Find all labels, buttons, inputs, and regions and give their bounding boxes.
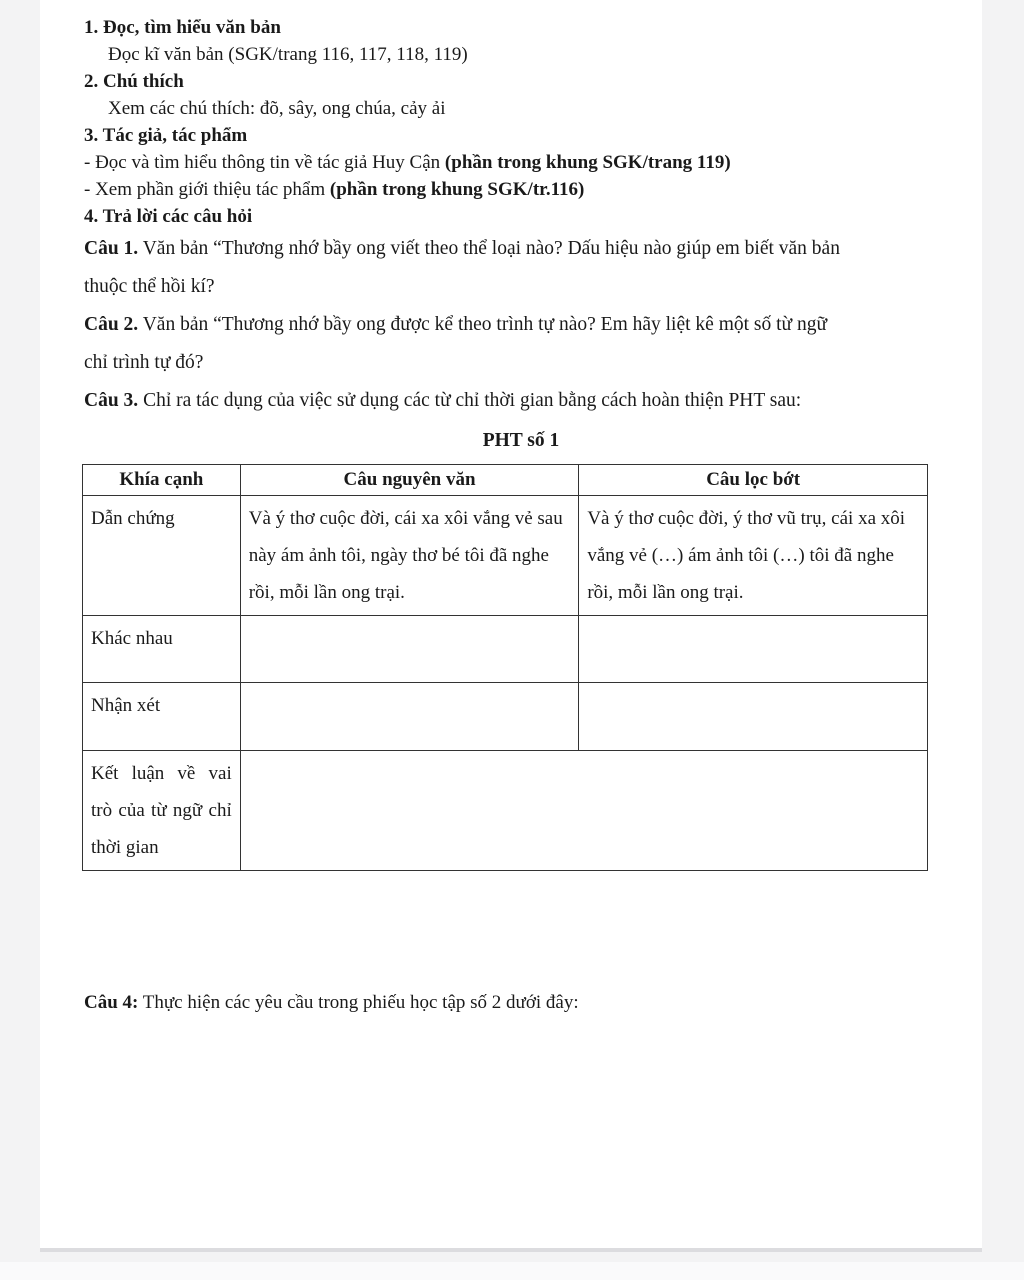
pht-table [82, 464, 928, 871]
pht-row-difference-original-cell[interactable] [240, 616, 579, 683]
section-3-line-1-bold: (phần trong khung SGK/trang 119) [444, 152, 731, 173]
pht-row-conclusion [83, 751, 928, 871]
pht-row-evidence [83, 496, 928, 616]
section-1-text: Đọc kĩ văn bản (SGK/trang 116, 117, 118, 119) [108, 44, 468, 65]
question-1 [84, 230, 944, 268]
question-1-line-1: Văn bản “Thương nhớ bầy ong viết theo thể loại nào? Dấu hiệu nào giúp em biết văn bản [138, 238, 840, 259]
pht-row-difference [83, 616, 928, 683]
pht-header-original: Câu nguyên văn [240, 465, 579, 496]
pht-row-evidence-label: Dẫn chứng [83, 496, 241, 616]
section-3-line-2-text: - Xem phần giới thiệu tác phẩm [84, 179, 330, 200]
section-3-line-2-bold: (phần trong khung SGK/tr.116) [329, 179, 585, 200]
section-4-title: 4. Trả lời các câu hỏi [84, 206, 253, 227]
pht-header-reduced: Câu lọc bớt [579, 465, 928, 496]
section-3-line-1-text: - Đọc và tìm hiểu thông tin về tác giả Huy Cận [84, 152, 445, 173]
pht-row-evidence-reduced: Và ý thơ cuộc đời, ý thơ vũ trụ, cái xa xôi vắng vẻ (…) ám ảnh tôi (…) tôi đã nghe rồi, mỗi lần ong trại. [579, 496, 928, 616]
question-3-line-1: Chỉ ra tác dụng của việc sử dụng các từ chỉ thời gian bằng cách hoàn thiện PHT sau: [138, 390, 802, 411]
pht-row-difference-label: Khác nhau [83, 616, 241, 683]
section-2-title: 2. Chú thích [84, 71, 184, 92]
pht-header-aspect: Khía cạnh [83, 465, 241, 496]
question-1-label: Câu 1. [84, 238, 139, 259]
pht-row-comment [83, 683, 928, 751]
pht-row-comment-label: Nhận xét [83, 683, 241, 751]
section-1-title: 1. Đọc, tìm hiểu văn bản [84, 17, 281, 38]
question-2 [84, 306, 944, 344]
question-2-line-2: chỉ trình tự đó? [84, 352, 204, 373]
pht-row-comment-reduced-cell[interactable] [579, 683, 928, 751]
question-4-text: Thực hiện các yêu cầu trong phiếu học tập số 2 dưới đây: [138, 992, 579, 1013]
document-content [84, 14, 944, 456]
question-1-line-2: thuộc thể hồi kí? [84, 276, 215, 297]
pht-row-conclusion-label: Kết luận về vai trò của từ ngữ chỉ thời gian [83, 751, 241, 871]
question-2-label: Câu 2. [84, 314, 139, 335]
pht-row-evidence-original: Và ý thơ cuộc đời, cái xa xôi vắng vẻ sau này ám ảnh tôi, ngày thơ bé tôi đã nghe rồi, mỗi lần ong trại. [240, 496, 579, 616]
section-3-line-2 [84, 176, 944, 203]
question-4 [84, 990, 579, 1016]
question-3-label: Câu 3. [84, 390, 139, 411]
pht-title: PHT số 1 [482, 430, 560, 451]
pht-header-row [83, 465, 928, 496]
pht-row-conclusion-cell[interactable] [240, 751, 927, 871]
section-3-title: 3. Tác giả, tác phẩm [84, 125, 248, 146]
question-2-line-1: Văn bản “Thương nhớ bầy ong được kể theo trình tự nào? Em hãy liệt kê một số từ ngữ [138, 314, 828, 335]
question-3 [84, 382, 944, 420]
next-page-edge [0, 1262, 1024, 1280]
question-4-label: Câu 4: [84, 992, 139, 1013]
section-2-text: Xem các chú thích: đõ, sây, ong chúa, cảy ải [108, 98, 446, 119]
pht-row-difference-reduced-cell[interactable] [579, 616, 928, 683]
pht-row-comment-original-cell[interactable] [240, 683, 579, 751]
section-3-line-1 [84, 149, 944, 176]
